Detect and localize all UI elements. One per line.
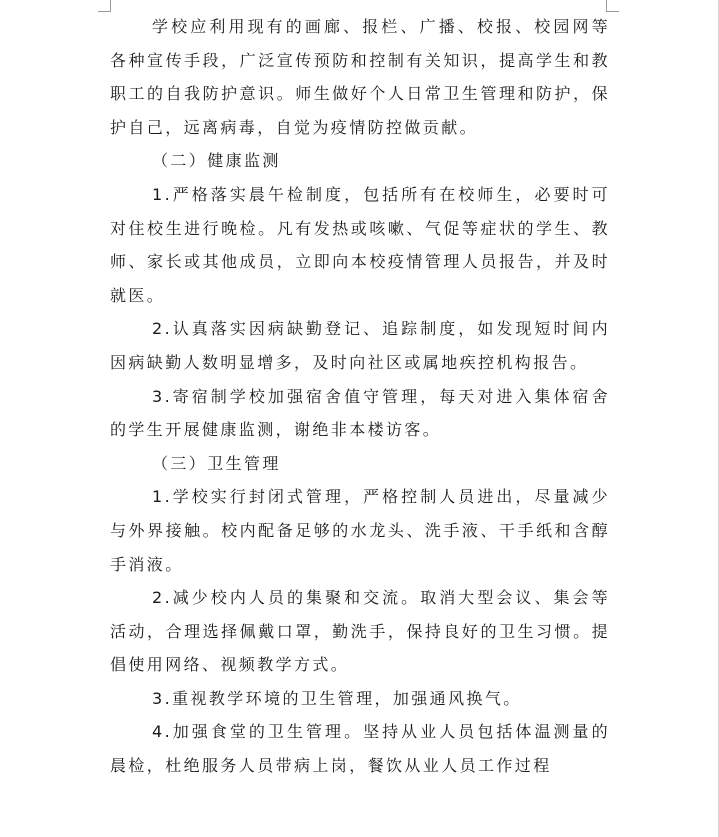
paragraph-canteen: 4.加强食堂的卫生管理。坚持从业人员包括体温测量的晨检，杜绝服务人员带病上岗，餐饮从业人员工作过程: [110, 722, 610, 776]
paragraph-dormitory: 3.寄宿制学校加强宿舍值守管理，每天对进入集体宿舍的学生开展健康监测，谢绝非本楼访客。: [110, 386, 610, 440]
paragraph-ventilation: 3.重视教学环境的卫生管理，加强通风换气。: [152, 688, 522, 708]
paragraph-absence-tracking: 2.认真落实因病缺勤登记、追踪制度，如发现短时间内因病缺勤人数明显增多，及时向社区或属地疾控机构报告。: [110, 319, 610, 372]
paragraph-reduce-gathering: 2.减少校内人员的集聚和交流。取消大型会议、集会等活动，合理选择佩戴口罩，勤洗手，保持良好的卫生习惯。提倡使用网络、视频教学方式。: [110, 588, 610, 675]
paragraph-publicity: 学校应利用现有的画廊、报栏、广播、校报、校园网等各种宣传手段，广泛宣传预防和控制有关知识，提高学生和教职工的自我防护意识。师生做好个人日常卫生管理和防护，保护自己，远离病毒，自觉为疫情防控做贡献。: [110, 17, 610, 137]
section-heading-hygiene-management: （三）卫生管理: [152, 453, 281, 473]
section-heading-health-monitoring: （二）健康监测: [152, 151, 281, 171]
document-body: [110, 10, 610, 783]
paragraph-closed-management: 1.学校实行封闭式管理，严格控制人员进出，尽量减少与外界接触。校内配备足够的水龙头、洗手液、干手纸和含醇手消液。: [110, 487, 610, 574]
paragraph-daily-checks: 1.严格落实晨午检制度，包括所有在校师生，必要时可对住校生进行晚检。凡有发热或咳嗽、气促等症状的学生、教师、家长或其他成员，立即向本校疫情管理人员报告，并及时就医。: [110, 184, 610, 305]
